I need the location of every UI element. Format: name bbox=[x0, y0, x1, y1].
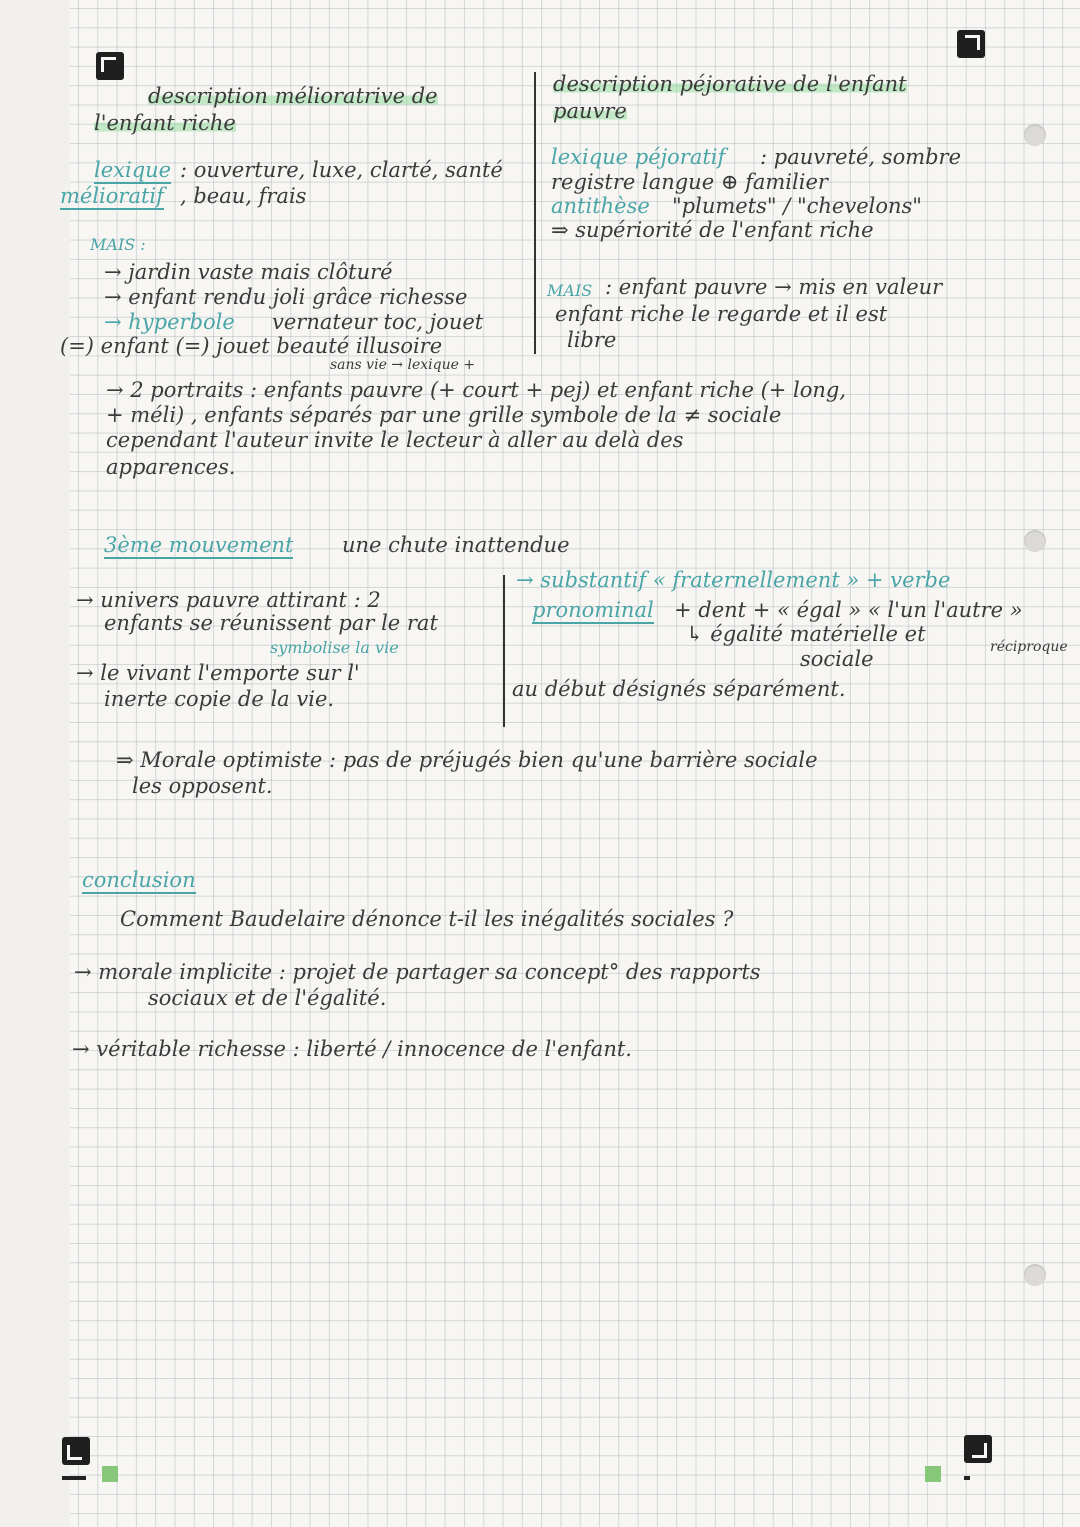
mouvement-left-line: symbolise la vie bbox=[270, 638, 399, 657]
morale-line: les opposent. bbox=[132, 774, 273, 798]
right-mais-label: MAIS bbox=[547, 281, 593, 300]
left-lexique-line1: : ouverture, luxe, clarté, santé bbox=[180, 158, 503, 182]
scan-marker-green bbox=[102, 1466, 118, 1482]
scan-marker-top-left bbox=[96, 52, 124, 80]
left-mais-item: → hyperbole bbox=[104, 310, 235, 334]
binder-hole bbox=[1024, 124, 1046, 146]
conclusion-title: conclusion bbox=[82, 868, 196, 892]
right-title-line1: description péjorative de l'enfant bbox=[553, 72, 907, 96]
mouvement-right-line5: au début désignés séparément. bbox=[512, 677, 846, 701]
right-mais-line2: enfant riche le regarde et il est bbox=[555, 302, 888, 326]
right-mais-line3: libre bbox=[567, 328, 617, 352]
mouvement-left-line: → univers pauvre attirant : 2 bbox=[76, 588, 381, 612]
morale-line: ⇒ Morale optimiste : pas de préjugés bien qu'une barrière sociale bbox=[116, 748, 818, 772]
mouvement-right-line2b: + dent + « égal » « l'un l'autre » bbox=[674, 598, 1023, 622]
page-margin bbox=[0, 0, 70, 1527]
mouvement-left-line: → le vivant l'emporte sur l' bbox=[76, 661, 360, 685]
left-mais-item: sans vie → lexique + bbox=[330, 357, 476, 373]
left-lexique-label2: mélioratif bbox=[60, 184, 164, 208]
mouvement-right-line3: ↳ égalité matérielle et bbox=[686, 622, 926, 646]
left-mais-item: → jardin vaste mais clôturé bbox=[104, 260, 393, 284]
left-title-line2: l'enfant riche bbox=[94, 111, 236, 135]
column-divider bbox=[534, 72, 536, 354]
right-mais-line1: : enfant pauvre → mis en valeur bbox=[605, 275, 943, 299]
left-mais-label: MAIS : bbox=[90, 235, 146, 254]
left-title-line1: description mélioratrive de bbox=[148, 84, 438, 108]
scan-marker-bottom-right bbox=[964, 1435, 992, 1463]
right-lexique-line2: registre langue ⊕ familier bbox=[551, 170, 828, 194]
right-lexique-label: lexique péjoratif bbox=[551, 145, 726, 169]
scan-marker-dash bbox=[62, 1476, 86, 1480]
mouvement-title: 3ème mouvement bbox=[104, 533, 294, 557]
conclusion-item: sociaux et de l'égalité. bbox=[148, 986, 387, 1010]
right-lexique-line1: : pauvreté, sombre bbox=[760, 145, 962, 169]
mouvement-left-line: inerte copie de la vie. bbox=[104, 687, 335, 711]
binder-hole bbox=[1024, 1264, 1046, 1286]
left-mais-item: → enfant rendu joli grâce richesse bbox=[104, 285, 468, 309]
scan-marker-bottom-left bbox=[62, 1437, 90, 1465]
conclusion-item: → morale implicite : projet de partager sa concept° des rapports bbox=[74, 960, 761, 984]
scan-marker-top-right bbox=[957, 30, 985, 58]
portraits-line: cependant l'auteur invite le lecteur à aller au delà des bbox=[106, 428, 684, 452]
portraits-line: → 2 portraits : enfants pauvre (+ court + pej) et enfant riche (+ long, bbox=[106, 378, 847, 402]
mouvement-right-line3b: réciproque bbox=[990, 639, 1068, 655]
portraits-line: apparences. bbox=[106, 455, 236, 479]
scan-marker-green bbox=[925, 1466, 941, 1482]
left-mais-item: (=) enfant (=) jouet beauté illusoire bbox=[60, 334, 443, 358]
left-lexique-line2: , beau, frais bbox=[180, 184, 307, 208]
conclusion-question: Comment Baudelaire dénonce t-il les inégalités sociales ? bbox=[120, 907, 734, 931]
right-antithese-label: antithèse bbox=[551, 194, 650, 218]
binder-hole bbox=[1024, 530, 1046, 552]
scan-marker-dash bbox=[964, 1476, 970, 1480]
mouvement-subtitle: une chute inattendue bbox=[342, 533, 570, 557]
mouvement-left-line: enfants se réunissent par le rat bbox=[104, 611, 438, 635]
mouvement-right-line2a: pronominal bbox=[532, 598, 654, 622]
mouvement-right-line1: → substantif « fraternellement » + verbe bbox=[516, 568, 951, 592]
conclusion-item: → véritable richesse : liberté / innocence de l'enfant. bbox=[72, 1037, 632, 1061]
right-title-line2: pauvre bbox=[553, 99, 627, 123]
right-antithese: "plumets" / "chevelons" bbox=[672, 194, 922, 218]
column-divider bbox=[503, 575, 505, 727]
left-mais-item: vernateur toc, jouet bbox=[272, 310, 484, 334]
portraits-line: + méli) , enfants séparés par une grille symbole de la ≠ sociale bbox=[106, 403, 782, 427]
left-lexique-label: lexique bbox=[94, 158, 172, 182]
mouvement-right-line4: sociale bbox=[800, 647, 874, 671]
right-lexique-line3: ⇒ supériorité de l'enfant riche bbox=[551, 218, 874, 242]
